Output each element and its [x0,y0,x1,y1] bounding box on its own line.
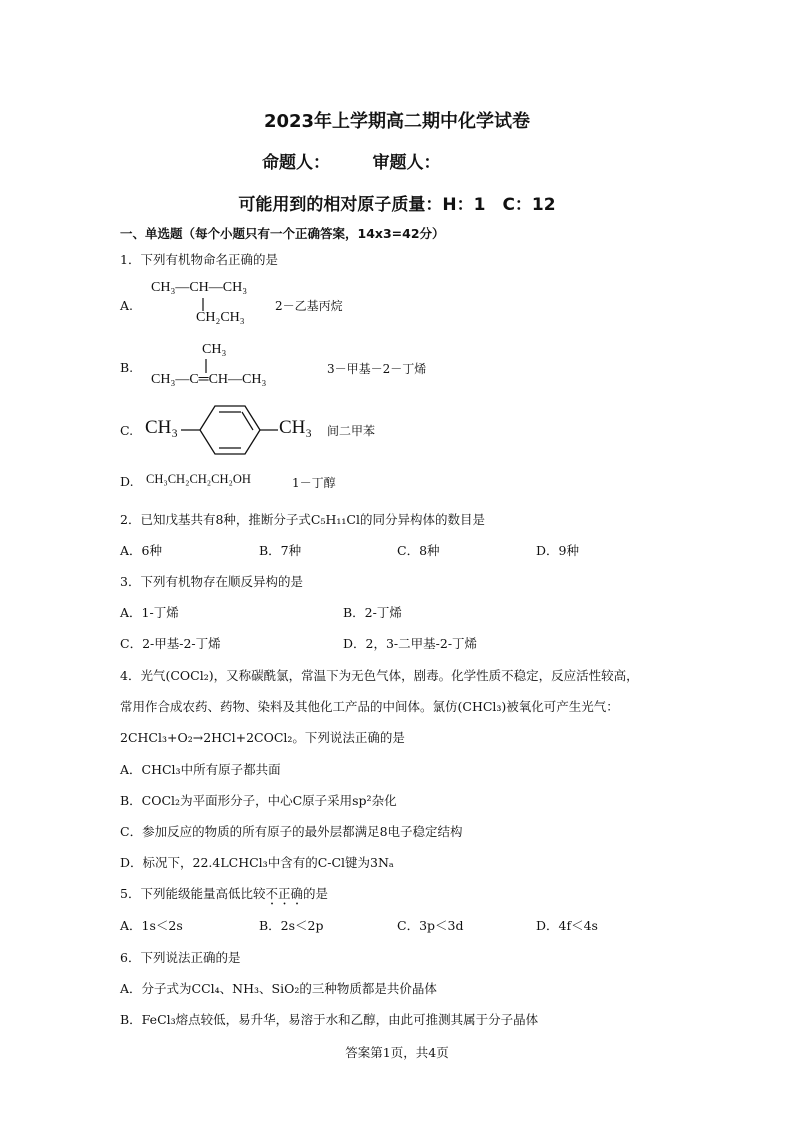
author-line: 命题人： 审题人： [262,153,441,173]
question-4-line-1: 4．光气(COCl₂)，又称碳酰氯，常温下为无色气体，剧毒。化学性质不稳定，反应活性较高， [120,668,639,683]
q1-option-d-name: 1－丁醇 [292,476,336,490]
q1-option-a-structure-branch: CH₂CH₃ [196,310,245,325]
q1-option-d-label: D. [120,474,134,489]
q5-stem-after: 的是 [302,886,328,901]
q1-option-a-label: A. [120,298,134,313]
q1-option-c-name: 间二甲苯 [327,424,376,438]
q4-option-b: B．COCl₂为平面形分子，中心C原子采用sp²杂化 [120,793,397,808]
q1-option-b-label: B. [120,360,134,375]
question-4-line-2: 常用作合成农药、药物、染料及其他化工产品的中间体。氯仿(CHCl₃)被氧化可产生光气： [120,699,619,714]
q1-option-b-name: 3－甲基－2－丁烯 [327,362,427,376]
page-footer: 答案第1页，共4页 [345,1045,449,1060]
q3-option-d: D．2，3-二甲基-2-丁烯 [343,636,478,651]
atomic-mass-line: 可能用到的相对原子质量：H：1 C：12 [238,195,556,215]
q3-option-a: A．1-丁烯 [120,605,179,620]
q2-option-c: C．8种 [397,543,440,558]
q1-option-d-formula: CH₃CH₂CH₂CH₂OH [146,472,251,486]
q4-option-c: C．参加反应的物质的所有原子的最外层都满足8电子稳定结构 [120,824,463,839]
question-4-line-3: 2CHCl₃+O₂→2HCl+2COCl₂。下列说法正确的是 [120,730,405,745]
q5-option-c: C．3p＜3d [397,918,464,933]
section-heading: 一、单选题（每个小题只有一个正确答案，14x3=42分） [120,226,445,241]
q1-option-b-structure-top: CH₃ [202,342,227,357]
question-1-stem: 1．下列有机物命名正确的是 [120,252,278,267]
q4-option-d: D．标况下，22.4LCHCl₃中含有的C-Cl键为3Nₐ [120,855,394,870]
question-5-stem [120,884,328,908]
q1-option-c-label: C. [120,423,134,438]
q5-option-d: D．4f＜4s [536,918,598,933]
question-2-stem: 2．已知戊基共有8种，推断分子式C₅H₁₁Cl的同分异构体的数目是 [120,512,485,527]
q1-option-b-structure-main: CH₃—C═CH—CH₃ [151,372,267,387]
q3-option-c: C．2-甲基-2-丁烯 [120,636,221,651]
q3-option-b: B．2-丁烯 [343,605,402,620]
exam-title: 2023年上学期高二期中化学试卷 [263,111,531,132]
q4-option-a: A．CHCl₃中所有原子都共面 [120,762,281,777]
q1-option-a-structure-main: CH₃—CH—CH₃ [151,280,248,295]
question-6-stem: 6．下列说法正确的是 [120,950,241,965]
q1-option-c-left-methyl: CH₃ [145,417,179,438]
q1-option-c-right-methyl: CH₃ [279,417,313,438]
q2-option-d: D．9种 [536,543,579,558]
q5-option-b: B．2s＜2p [259,918,324,933]
q5-option-a: A．1s＜2s [120,918,183,933]
q2-option-b: B．7种 [259,543,302,558]
q6-option-a: A．分子式为CCl₄、NH₃、SiO₂的三种物质都是共价晶体 [120,981,437,996]
q1-option-a-name: 2－乙基丙烷 [275,299,343,313]
q6-option-b: B．FeCl₃熔点较低，易升华，易溶于水和乙醇，由此可推测其属于分子晶体 [120,1012,539,1027]
q5-stem-emphasis: 不正确 [265,886,303,901]
q5-stem-before: 5．下列能级能量高低比较 [120,886,266,901]
q2-option-a: A．6种 [120,543,162,558]
question-3-stem: 3．下列有机物存在顺反异构的是 [120,574,303,589]
